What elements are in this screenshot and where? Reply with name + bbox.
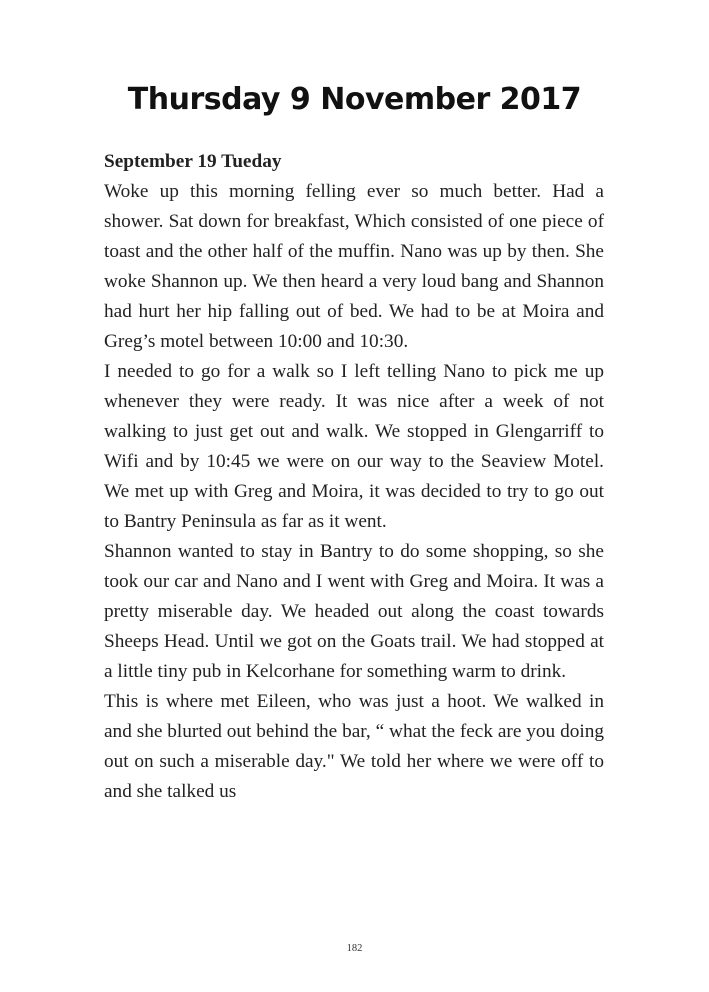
paragraph-2: I needed to go for a walk so I left telling Nano to pick me up whenever they were ready. It was nice after a week of not walking to just get out and walk. We stopped in Glengarriff to Wifi and by 10:45 we were on our way to the Seaview Motel. We met up with Greg and Moira, it was decided to try to go out to Bantry Peninsula as far as it went. xyxy=(104,361,604,532)
page-number: 182 xyxy=(346,943,363,954)
paragraph-3: Shannon wanted to stay in Bantry to do some shopping, so she took our car and Nano and I went with Greg and Moira. It was a pretty miserable day. We headed out along the coast towards Sheeps Head. Until we got on the Goats trail. We had stopped at a little tiny pub in Kelcorhane for something warm to drink. xyxy=(104,541,604,682)
entry-date-heading: September 19 Tueday xyxy=(104,151,282,172)
paragraph-1: Woke up this morning felling ever so much better. Had a shower. Sat down for breakfast, Which consisted of one piece of toast and the other half of the muffin. Nano was up by then. She woke Shannon up. We then heard a very loud bang and Shannon had hurt her hip falling out of bed. We had to be at Moira and Greg’s motel between 10:00 and 10:30. xyxy=(104,181,604,352)
page-title: Thursday 9 November 2017 xyxy=(127,82,582,117)
paragraph-4: This is where met Eileen, who was just a hoot. We walked in and she blurted out behind the bar, “ what the feck are you doing out on such a miserable day." We told her where we were off to and she talked us xyxy=(104,691,604,802)
journal-entry xyxy=(104,147,604,807)
